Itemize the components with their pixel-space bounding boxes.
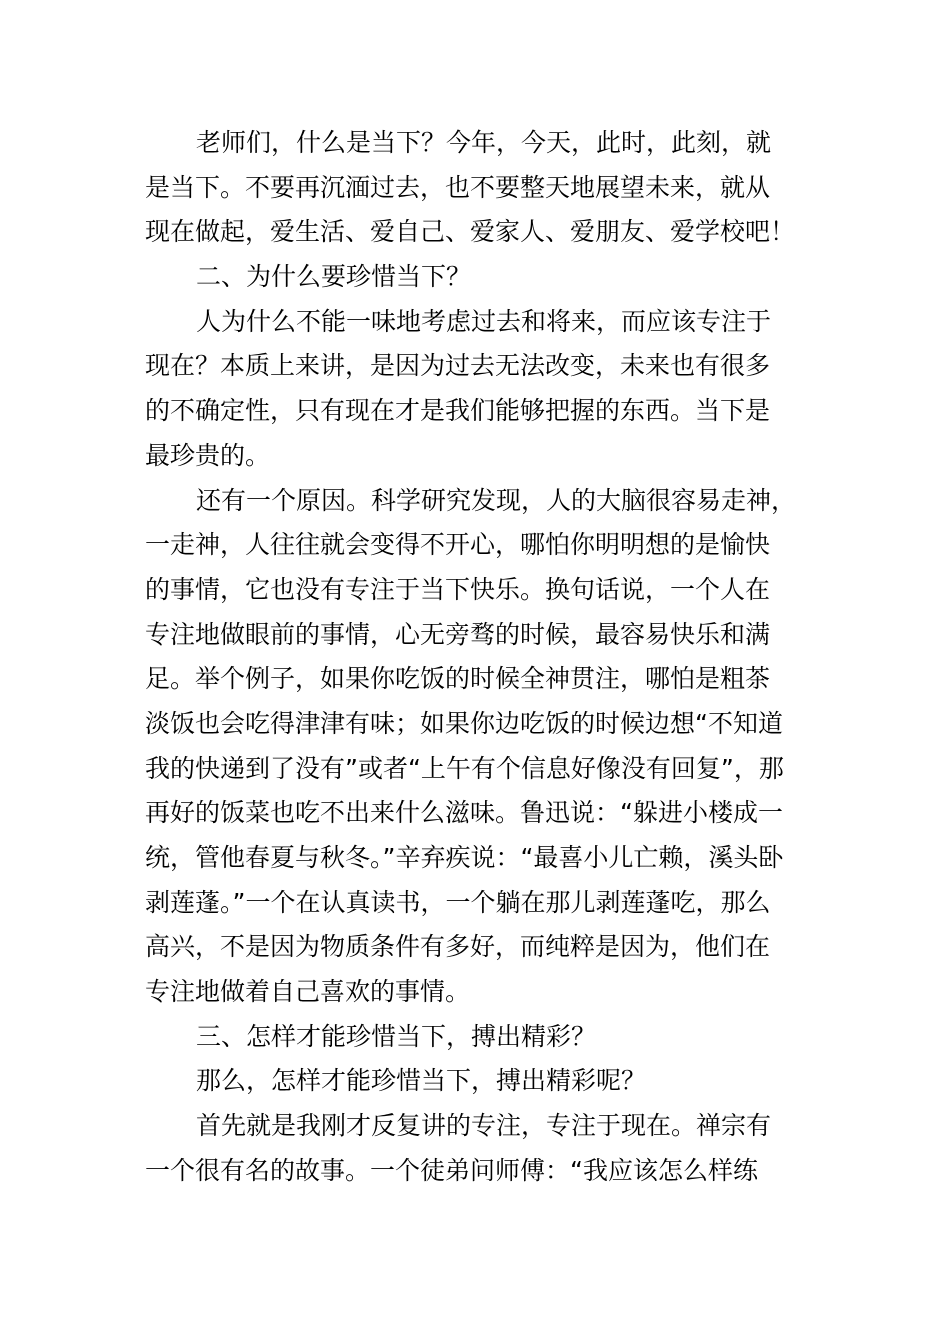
- text-line: [145, 479, 825, 524]
- text-line: [145, 836, 825, 881]
- text-line-content: 一个很有名的故事。一个徒弟问师傅：“我应该怎么样练: [145, 1155, 758, 1185]
- text-line: [145, 523, 825, 568]
- text-line-content: 的不确定性，只有现在才是我们能够把握的东西。当下是: [145, 396, 771, 426]
- text-line: [145, 970, 825, 1015]
- text-line: [145, 210, 825, 255]
- text-line-content: 足。举个例子，如果你吃饭的时候全神贯注，哪怕是粗茶: [145, 664, 771, 694]
- document-body: [145, 121, 825, 1194]
- text-line: [145, 568, 825, 613]
- text-line-content: 首先就是我刚才反复讲的专注，专注于现在。禅宗有: [196, 1111, 772, 1141]
- text-line-content: 人为什么不能一味地考虑过去和将来，而应该专注于: [196, 306, 772, 336]
- text-line-content: 专注地做眼前的事情，心无旁骛的时候，最容易快乐和满: [145, 619, 771, 649]
- text-line-content: 的事情，它也没有专注于当下快乐。换句话说，一个人在: [145, 574, 771, 604]
- text-line-content: 二、为什么要珍惜当下？: [196, 262, 472, 292]
- text-line: [145, 1059, 825, 1104]
- text-line: [145, 613, 825, 658]
- text-line-content: 统，管他春夏与秋冬。”辛弃疾说：“最喜小儿亡赖，溪头卧: [145, 843, 784, 872]
- text-line: [145, 389, 825, 434]
- text-line: [145, 1149, 825, 1194]
- text-line-content: 老师们，什么是当下？今年，今天，此时，此刻，就: [196, 128, 772, 157]
- text-line-content: 那么，怎样才能珍惜当下，搏出精彩呢？: [196, 1066, 647, 1096]
- text-line-content: 专注地做着自己喜欢的事情。: [145, 977, 471, 1007]
- text-line: [145, 657, 825, 702]
- text-line: [145, 881, 825, 926]
- text-line: [145, 255, 825, 300]
- text-line-content: 剥莲蓬。”一个在认真读书，一个躺在那儿剥莲蓬吃，那么: [145, 887, 771, 917]
- text-line-content: 淡饭也会吃得津津有味；如果你边吃饭的时候边想“不知道: [145, 708, 783, 738]
- text-line: [145, 300, 825, 345]
- text-line: [145, 925, 825, 970]
- text-line: [145, 434, 825, 479]
- text-line: [145, 1104, 825, 1149]
- text-line-content: 三、怎样才能珍惜当下，搏出精彩？: [196, 1021, 597, 1051]
- text-line: [145, 166, 825, 211]
- text-line-content: 我的快递到了没有”或者“上午有个信息好像没有回复”，那: [145, 753, 784, 783]
- text-line-content: 再好的饭菜也吃不出来什么滋味。鲁迅说：“躲进小楼成一: [145, 798, 783, 828]
- text-line-content: 还有一个原因。科学研究发现，人的大脑很容易走神，: [196, 485, 797, 515]
- text-line: [145, 344, 825, 389]
- text-line-content: 高兴，不是因为物质条件有多好，而纯粹是因为，他们在: [145, 932, 771, 962]
- text-line: [145, 791, 825, 836]
- text-line-content: 一走神，人往往就会变得不开心，哪怕你明明想的是愉快: [145, 530, 771, 560]
- text-line: [145, 1015, 825, 1060]
- text-line: [145, 121, 825, 166]
- text-line-content: 现在做起，爱生活、爱自己、爱家人、爱朋友、爱学校吧！: [145, 217, 796, 247]
- text-line: [145, 747, 825, 792]
- text-line: [145, 702, 825, 747]
- text-line-content: 现在？本质上来讲，是因为过去无法改变，未来也有很多: [145, 351, 771, 381]
- text-line-content: 是当下。不要再沉湎过去，也不要整天地展望未来，就从: [145, 172, 771, 202]
- text-line-content: 最珍贵的。: [145, 440, 271, 470]
